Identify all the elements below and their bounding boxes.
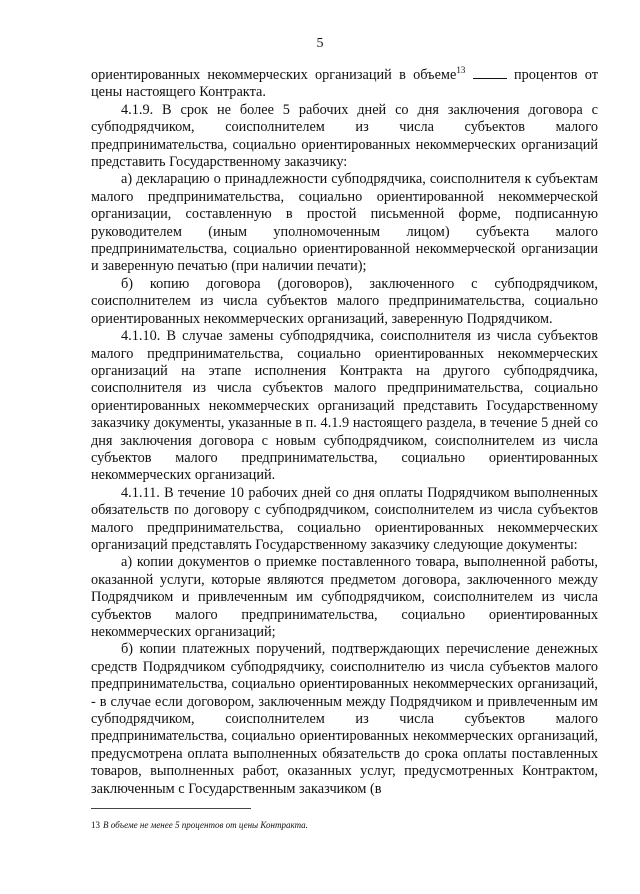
blank-fill-line xyxy=(473,67,507,79)
page-number: 5 xyxy=(316,36,324,51)
paragraph-4-1-9-b: б) копию договора (договоров), заключенного с субподрядчиком, соисполнителем из числа субъектов малого предпринимательства, социально ориентированных некоммерческих организаций, заверенную Подрядчиком. xyxy=(91,275,598,327)
paragraph-4-1-11-b: б) копии платежных поручений, подтверждающих перечисление денежных средств Подрядчиком субподрядчику, соисполнителю из числа субъектов малого предпринимательства, социально ориентированных некоммерческих организаций, - в случае если договором, заключенным между Подрядчиком и привлеченным им субподрядчиком, соисполнителем из числа субъектов малого предпринимательства, социально ориентированных некоммерческих организаций, предусмотрена оплата выполненных обязательств до срока оплаты поставленных товаров, выполненных работ, оказанных услуг, предусмотренных Контрактом, заключенным с Государственным заказчиком (в xyxy=(91,641,598,797)
paragraph-4-1-9-a: а) декларацию о принадлежности субподрядчика, соисполнителя к субъектам малого предпринимательства, социально ориентированной некоммерческой организации, составленную в простой письменной форме, подписанную руководителем (иным уполномоченным лицом) субъекта малого предпринимательства, социально ориентированной некоммерческой организации и заверенную печатью (при наличии печати); xyxy=(91,171,598,275)
paragraph-text: процентов от цены настоящего Контракта. xyxy=(91,67,599,101)
footnote-text: В объеме не менее 5 процентов от цены Контракта. xyxy=(103,820,308,830)
paragraph-text: ориентированных некоммерческих организаций в объеме xyxy=(91,67,457,83)
paragraph-4-1-9: 4.1.9. В срок не более 5 рабочих дней со дня заключения договора с субподрядчиком, соисполнителем из числа субъектов малого предпринимательства, социально ориентированных некоммерческих организаций представить Государственному заказчику: xyxy=(91,101,598,171)
paragraph-continuation xyxy=(91,67,598,102)
footnote-reference[interactable]: 13 xyxy=(456,65,466,76)
footnote-divider xyxy=(91,808,251,809)
document-body xyxy=(91,67,598,798)
footnote xyxy=(91,820,598,831)
paragraph-4-1-10: 4.1.10. В случае замены субподрядчика, соисполнителя из числа субъектов малого предпринимательства, социально ориентированных некоммерческих организаций на этапе исполнения Контракта на другого субподрядчика, соисполнителя из числа субъектов малого предпринимательства, социально ориентированных некоммерческих организаций представить Государственному заказчику документы, указанные в п. 4.1.9 настоящего раздела, в течение 5 дней со дня заключения договора с новым субподрядчиком, соисполнителем из числа субъектов малого предпринимательства, социально ориентированных некоммерческих организаций. xyxy=(91,328,598,484)
paragraph-4-1-11: 4.1.11. В течение 10 рабочих дней со дня оплаты Подрядчиком выполненных обязательств по договору с субподрядчиком, соисполнителем из числа субъектов малого предпринимательства, социально ориентированных некоммерческих организаций представлять Государственному заказчику следующие документы: xyxy=(91,484,598,553)
paragraph-4-1-11-a: а) копии документов о приемке поставленного товара, выполненной работы, оказанной услуги, которые являются предметом договора, заключенного между Подрядчиком и привлеченным им субподрядчиком, соисполнителем из числа субъектов малого предпринимательства, социально ориентированных некоммерческих организаций; xyxy=(91,554,598,640)
footnote-number: 13 xyxy=(91,820,100,830)
